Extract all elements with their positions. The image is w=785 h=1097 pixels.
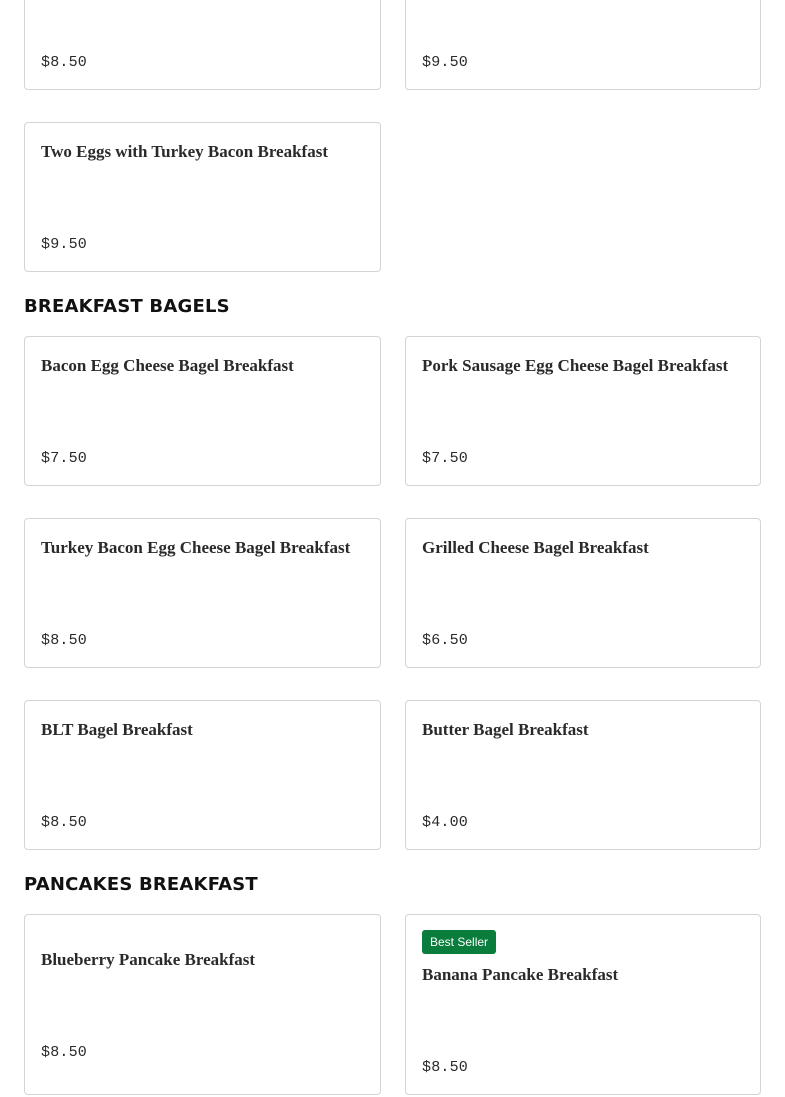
item-price: $9.50	[41, 236, 88, 253]
item-price: $8.50	[41, 1044, 88, 1061]
menu-item-card[interactable]	[24, 914, 381, 1095]
item-name: Pork Sausage Egg Cheese Bagel Breakfast	[422, 356, 729, 375]
best-seller-badge: Best Seller	[422, 930, 496, 954]
item-price: $7.50	[422, 450, 469, 467]
item-name: Banana Pancake Breakfast	[422, 965, 619, 984]
item-price: $4.00	[422, 814, 469, 831]
menu-item-card[interactable]	[24, 336, 381, 486]
item-name: Grilled Cheese Bagel Breakfast	[422, 538, 649, 557]
item-price: $9.50	[422, 54, 469, 71]
menu-item-card[interactable]	[405, 518, 761, 668]
menu-item-card[interactable]	[24, 700, 381, 850]
item-price: $8.50	[41, 814, 88, 831]
item-price: $6.50	[422, 632, 469, 649]
item-name: BLT Bagel Breakfast	[41, 720, 193, 739]
item-price: $8.50	[422, 1059, 469, 1076]
menu-item-card[interactable]	[405, 0, 761, 90]
item-name: Two Eggs with Turkey Bacon Breakfast	[41, 142, 328, 161]
item-price: $8.50	[41, 632, 88, 649]
menu-item-card[interactable]	[24, 122, 381, 272]
item-price: $7.50	[41, 450, 88, 467]
item-name: Butter Bagel Breakfast	[422, 720, 589, 739]
item-name: Blueberry Pancake Breakfast	[41, 950, 256, 969]
item-name: Bacon Egg Cheese Bagel Breakfast	[41, 356, 294, 375]
section-title-pancakes-breakfast: PANCAKES BREAKFAST	[24, 874, 258, 895]
section-title-breakfast-bagels: BREAKFAST BAGELS	[24, 296, 230, 317]
item-price: $8.50	[41, 54, 88, 71]
menu-item-card[interactable]	[405, 914, 761, 1095]
menu-item-card[interactable]	[405, 336, 761, 486]
menu-item-card[interactable]	[24, 518, 381, 668]
item-name: Turkey Bacon Egg Cheese Bagel Breakfast	[41, 538, 351, 557]
menu-item-card[interactable]	[405, 700, 761, 850]
menu-item-card[interactable]	[24, 0, 381, 90]
